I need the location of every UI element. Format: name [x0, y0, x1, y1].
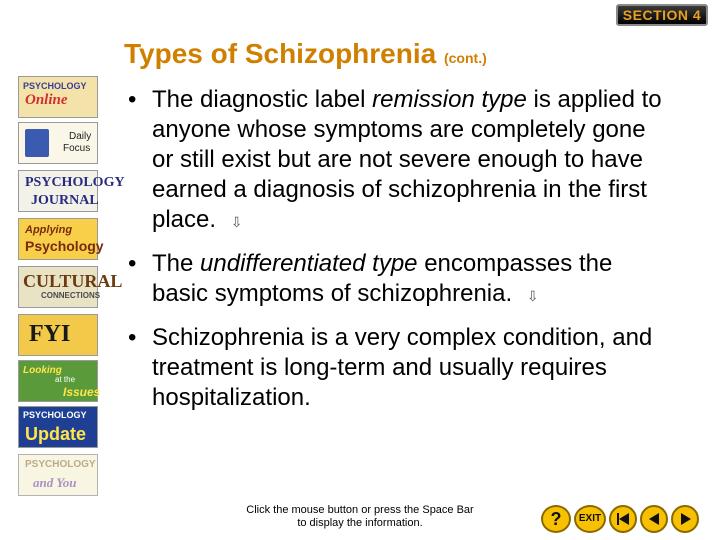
bullet-dot: •	[128, 250, 137, 277]
bullet-dot: •	[128, 324, 137, 351]
psychology-update-line2: Update	[25, 424, 87, 444]
psychology-journal-line1: PSYCHOLOGY	[25, 175, 125, 190]
exit-button[interactable]: EXIT	[574, 505, 606, 533]
hint-line2: to display the information.	[297, 517, 423, 529]
previous-icon	[642, 507, 666, 531]
psychology-journal-button[interactable]	[18, 170, 125, 212]
looking-line2: at the	[55, 375, 76, 384]
psychology-online-line2: Online	[25, 92, 68, 108]
first-slide-icon	[611, 507, 635, 531]
bullet-1-post: is applied to anyone whose symptoms are completely gone or still exist but are not severe enough to have earned a diagnosis of schizophrenia in the first place.	[152, 86, 662, 233]
psychology-journal-line2: JOURNAL	[31, 193, 99, 208]
first-slide-button[interactable]	[609, 505, 637, 533]
daily-focus-button[interactable]	[18, 122, 98, 164]
cultural-connections-line2: CONNECTIONS	[41, 291, 101, 300]
title-cont: (cont.)	[443, 50, 487, 66]
bullet-3-text: Schizophrenia is a very complex condition, and treatment is long-term and usually requires hospitalization.	[152, 324, 653, 411]
applying-psychology-line1: Applying	[25, 224, 73, 236]
daily-focus-line2: Focus	[63, 143, 91, 154]
help-button[interactable]: ?	[541, 505, 571, 533]
daily-focus-icon	[25, 129, 49, 157]
down-arrow-icon: ⇩	[526, 288, 539, 304]
bullet-1-pre: The diagnostic label	[152, 86, 373, 113]
psychology-and-you-line1: PSYCHOLOGY	[25, 459, 96, 470]
looking-at-the-issues-button[interactable]	[18, 360, 101, 402]
bullet-list	[128, 85, 673, 425]
bullet-1-term: remission type	[372, 86, 527, 113]
psychology-update-button[interactable]	[18, 406, 98, 448]
bullet-2-post: encompasses the basic symptoms of schizophrenia.	[152, 250, 613, 307]
previous-slide-button[interactable]	[640, 505, 668, 533]
bullet-2-pre: The	[152, 250, 201, 277]
cultural-connections-button[interactable]	[18, 266, 123, 308]
bullet-dot: •	[128, 86, 137, 113]
applying-psychology-line2: Psychology	[25, 238, 104, 254]
psychology-online-button[interactable]	[18, 76, 98, 118]
cultural-connections-line1: CULTURAL	[23, 271, 123, 291]
navigation-hint	[222, 504, 498, 530]
next-icon	[673, 507, 697, 531]
section-badge: SECTION 4	[616, 4, 708, 26]
psychology-and-you-button[interactable]	[18, 454, 98, 496]
bullet-item-treatment	[128, 323, 673, 413]
down-arrow-icon: ⇩	[230, 214, 243, 230]
bullet-item-remission	[128, 85, 673, 237]
hint-line1: Click the mouse button or press the Space Bar	[246, 504, 474, 516]
fyi-button[interactable]	[18, 314, 98, 356]
looking-line1: Looking	[23, 365, 62, 376]
applying-psychology-button[interactable]	[18, 218, 104, 260]
psychology-and-you-line2: and You	[33, 475, 77, 490]
bullet-item-undifferentiated	[128, 249, 673, 311]
title-main: Types of Schizophrenia	[124, 38, 437, 69]
looking-line3: Issues	[63, 385, 101, 399]
next-slide-button[interactable]	[671, 505, 699, 533]
bullet-2-term: undifferentiated type	[200, 250, 418, 277]
fyi-label: FYI	[29, 321, 71, 347]
psychology-online-line1: PSYCHOLOGY	[23, 81, 87, 91]
slide-title	[124, 38, 487, 70]
daily-focus-line1: Daily	[69, 131, 92, 142]
psychology-update-line1: PSYCHOLOGY	[23, 410, 87, 420]
